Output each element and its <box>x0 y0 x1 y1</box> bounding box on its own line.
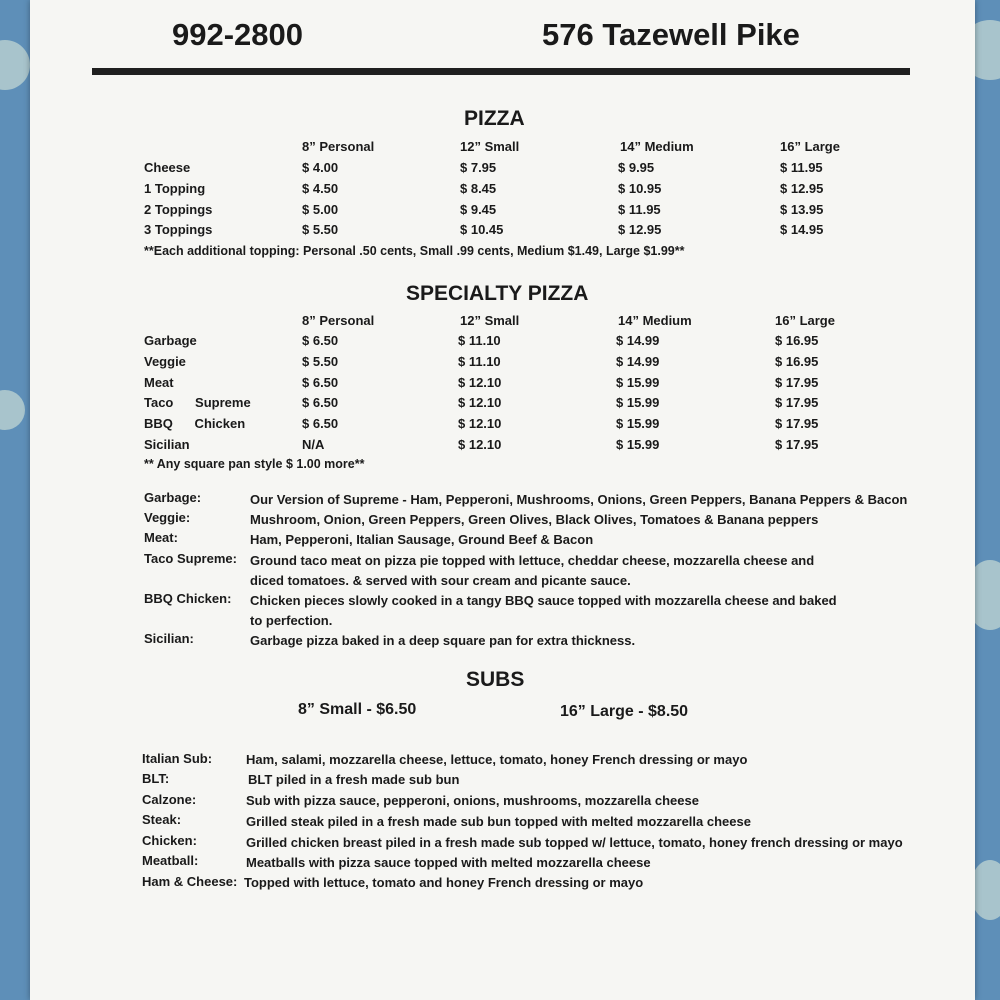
sub-description: Ham, salami, mozzarella cheese, lettuce, tomato, honey French dressing or mayo <box>246 752 748 767</box>
specialty-row-name: Veggie <box>144 354 186 369</box>
sub-small-price: 8” Small - $6.50 <box>298 701 417 718</box>
sub-description: BLT piled in a fresh made sub bun <box>248 772 460 787</box>
pizza-row <box>30 181 975 201</box>
sub-description: Grilled chicken breast piled in a fresh made sub topped w/ lettuce, tomato, honey french dressing or mayo <box>246 835 903 850</box>
pizza-row-name: Cheese <box>144 160 191 175</box>
pizza-row-name: 3 Toppings <box>144 222 213 237</box>
sub-description: Sub with pizza sauce, pepperoni, onions, mushrooms, mozzarella cheese <box>246 793 699 808</box>
description-label: Veggie: <box>144 510 191 525</box>
header-divider <box>92 68 910 75</box>
price: $ 5.00 <box>302 202 339 217</box>
price: $ 15.99 <box>616 395 660 410</box>
sub-label: BLT: <box>142 771 170 786</box>
price: $ 11.10 <box>458 333 501 348</box>
price: $ 5.50 <box>302 222 339 237</box>
subs-section-title: SUBS <box>466 668 525 691</box>
price: $ 6.50 <box>302 416 339 431</box>
price: $ 14.99 <box>616 354 660 369</box>
column-header: 12” Small <box>460 313 520 328</box>
description-label: Meat: <box>144 530 178 545</box>
column-header: 14” Medium <box>620 139 694 154</box>
price: $ 5.50 <box>302 354 339 369</box>
price: $ 9.45 <box>460 202 497 217</box>
price: $ 17.95 <box>775 416 819 431</box>
tablecloth-flower-decoration <box>0 390 25 430</box>
pizza-topping-note: **Each additional topping: Personal .50 cents, Small .99 cents, Medium $1.49, Large $1.99** <box>144 244 685 258</box>
pizza-row-name: 1 Topping <box>144 181 206 196</box>
description-text: Our Version of Supreme - Ham, Pepperoni, Mushrooms, Onions, Green Peppers, Banana Peppers & Bacon <box>250 492 908 507</box>
square-pan-note: ** Any square pan style $ 1.00 more** <box>144 457 365 471</box>
price: $ 15.99 <box>616 437 660 452</box>
sub-label: Italian Sub: <box>142 751 213 766</box>
pizza-row-name: 2 Toppings <box>144 202 213 217</box>
description-label: Garbage: <box>144 490 202 505</box>
specialty-row-name: Garbage <box>144 333 197 348</box>
specialty-row-name: BBQ Chicken <box>144 416 246 431</box>
sub-large-price: 16” Large - $8.50 <box>560 703 689 720</box>
specialty-row <box>30 416 975 436</box>
column-header: 8” Personal <box>302 139 375 154</box>
pizza-row <box>30 202 975 222</box>
specialty-row <box>30 333 975 353</box>
price: $ 14.99 <box>616 333 660 348</box>
pizza-row <box>30 222 975 242</box>
specialty-row <box>30 354 975 374</box>
specialty-column-headers <box>30 313 975 333</box>
price: $ 10.45 <box>460 222 504 237</box>
price: $ 4.00 <box>302 160 339 175</box>
description-label: Sicilian: <box>144 631 194 646</box>
sub-description: Topped with lettuce, tomato and honey French dressing or mayo <box>244 875 644 890</box>
price: $ 6.50 <box>302 395 339 410</box>
description-label: Taco Supreme: <box>144 551 237 566</box>
price: $ 13.95 <box>780 202 824 217</box>
price: $ 11.95 <box>780 160 823 175</box>
specialty-row-name: Sicilian <box>144 437 190 452</box>
price: $ 17.95 <box>775 375 819 390</box>
sub-description: Grilled steak piled in a fresh made sub bun topped with melted mozzarella cheese <box>246 814 751 829</box>
price: $ 12.10 <box>458 375 502 390</box>
price: $ 14.95 <box>780 222 824 237</box>
sub-description: Meatballs with pizza sauce topped with melted mozzarella cheese <box>246 855 651 870</box>
price: $ 16.95 <box>775 354 819 369</box>
column-header: 16” Large <box>775 313 835 328</box>
pizza-column-headers <box>30 139 975 159</box>
description-text: Garbage pizza baked in a deep square pan for extra thickness. <box>250 633 636 648</box>
price: $ 11.10 <box>458 354 501 369</box>
specialty-section-title: SPECIALTY PIZZA <box>406 282 589 305</box>
sub-label: Calzone: <box>142 792 197 807</box>
column-header: 12” Small <box>460 139 520 154</box>
price: $ 12.95 <box>780 181 824 196</box>
column-header: 8” Personal <box>302 313 375 328</box>
price: N/A <box>302 437 325 452</box>
price: $ 4.50 <box>302 181 339 196</box>
price: $ 10.95 <box>618 181 662 196</box>
phone-number: 992-2800 <box>172 17 304 52</box>
column-header: 14” Medium <box>618 313 692 328</box>
description-text: Ham, Pepperoni, Italian Sausage, Ground Beef & Bacon <box>250 532 594 547</box>
sub-label: Meatball: <box>142 853 199 868</box>
price: $ 15.99 <box>616 416 660 431</box>
description-text: Ground taco meat on pizza pie topped with lettuce, cheddar cheese, mozzarella cheese and diced tomatoes. & served with sour cream and picante sauce. <box>250 553 815 588</box>
specialty-row <box>30 395 975 415</box>
sub-label: Ham & Cheese: <box>142 874 238 889</box>
column-header: 16” Large <box>780 139 840 154</box>
price: $ 12.10 <box>458 416 502 431</box>
price: $ 16.95 <box>775 333 819 348</box>
sub-label: Chicken: <box>142 833 197 848</box>
specialty-row <box>30 437 975 457</box>
description-text: Mushroom, Onion, Green Peppers, Green Olives, Black Olives, Tomatoes & Banana peppers <box>250 512 819 527</box>
sub-label: Steak: <box>142 812 182 827</box>
price: $ 6.50 <box>302 375 339 390</box>
description-text: Chicken pieces slowly cooked in a tangy BBQ sauce topped with mozzarella cheese and baked to perfection. <box>250 593 837 628</box>
price: $ 12.10 <box>458 437 502 452</box>
price: $ 7.95 <box>460 160 497 175</box>
price: $ 17.95 <box>775 437 819 452</box>
description-label: BBQ Chicken: <box>144 591 232 606</box>
address: 576 Tazewell Pike <box>542 17 800 52</box>
specialty-row-name: Meat <box>144 375 174 390</box>
tablecloth-flower-decoration <box>0 40 30 90</box>
price: $ 6.50 <box>302 333 339 348</box>
price: $ 12.10 <box>458 395 502 410</box>
price: $ 8.45 <box>460 181 497 196</box>
price: $ 11.95 <box>618 202 661 217</box>
price: $ 17.95 <box>775 395 819 410</box>
pizza-row <box>30 160 975 180</box>
specialty-row-name: Taco Supreme <box>144 395 251 410</box>
menu-paper <box>30 0 975 1000</box>
specialty-row <box>30 375 975 395</box>
pizza-section-title: PIZZA <box>464 107 525 130</box>
price: $ 15.99 <box>616 375 660 390</box>
price: $ 12.95 <box>618 222 662 237</box>
price: $ 9.95 <box>618 160 655 175</box>
